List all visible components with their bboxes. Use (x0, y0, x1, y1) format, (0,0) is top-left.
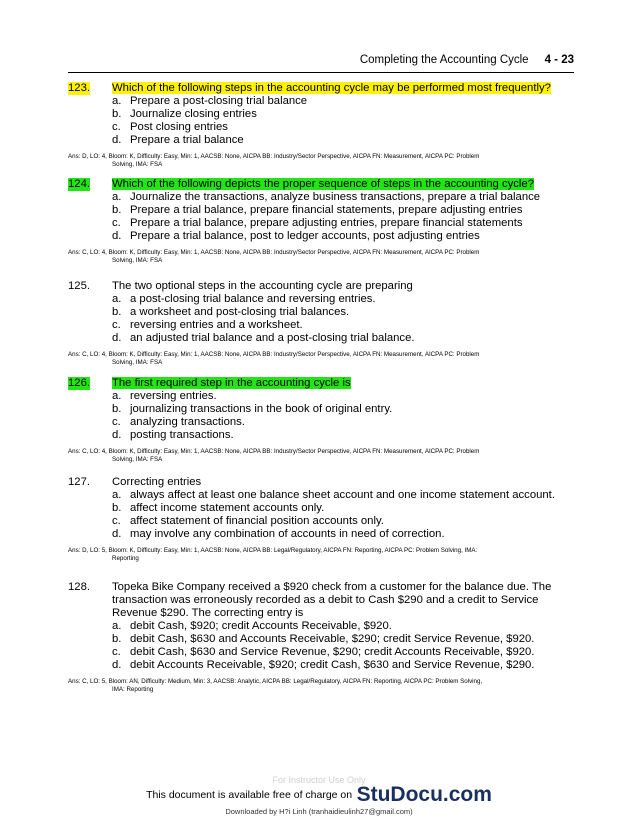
option-b: b. debit Cash, $630 and Accounts Receivable, $290; credit Service Revenue, $920. (112, 633, 535, 645)
question-stem-line: Revenue $290. The correcting entry is (112, 607, 304, 619)
question-number: 127. (68, 476, 90, 488)
option-d: d. debit Accounts Receivable, $920; credit Cash, $630 and Service Revenue, $290. (112, 659, 535, 671)
question-stem-line: Topeka Bike Company received a $920 check from a customer for the balance due. The (112, 581, 552, 593)
chapter-title: Completing the Accounting Cycle (359, 54, 529, 66)
question-stem: Which of the following depicts the proper sequence of steps in the accounting cycle? (112, 178, 535, 190)
question-124 (68, 178, 574, 265)
question-123 (68, 82, 574, 169)
option-a: a. always affect at least one balance sheet account and one income statement account. (112, 489, 555, 501)
answer-metadata: Ans: D, LO: 4, Bloom: K, Difficulty: Easy, Min: 1, AACSB: None, AICPA BB: Industry/Sector Perspective, AICPA FN: Measurement, AICPA PC: Problem Solving, IMA: FSA (68, 153, 480, 168)
studocu-banner[interactable] (0, 783, 638, 807)
question-number: 125. (68, 280, 90, 292)
question-125 (68, 280, 574, 367)
option-b: b. Journalize closing entries (112, 108, 257, 120)
studocu-logo[interactable]: StuDocu.com (356, 783, 492, 806)
question-stem: Which of the following steps in the accounting cycle may be performed most frequently? (112, 82, 551, 94)
answer-metadata: Ans: C, LO: 5, Bloom: AN, Difficulty: Medium, Min: 3, AACSB: Analytic, AICPA BB: Legal/Regulatory, AICPA FN: Reporting, AICPA PC: Problem Solving, IMA: Reporting (68, 678, 483, 693)
download-notice: Downloaded by H?i Linh (tranhaidieulinh27@gmail.com) (225, 807, 413, 816)
question-number: 128. (68, 581, 90, 593)
instructor-use-footer: For Instructor Use Only (272, 775, 366, 785)
question-128 (68, 581, 574, 694)
question-stem: The first required step in the accounting cycle is (112, 377, 351, 389)
option-a: a. a post-closing trial balance and reversing entries. (112, 293, 376, 305)
option-b: b. Prepare a trial balance, prepare financial statements, prepare adjusting entries (112, 204, 523, 216)
option-b: b. affect income statement accounts only. (112, 502, 325, 514)
option-a: a. Prepare a post-closing trial balance (112, 95, 308, 107)
option-b: b. a worksheet and post-closing trial balances. (112, 306, 350, 318)
header-rule (68, 72, 574, 73)
question-stem-line: transaction was erroneously recorded as a debit to Cash $290 and a credit to Service (112, 594, 539, 606)
option-c: c. Post closing entries (112, 121, 228, 133)
option-a: a. Journalize the transactions, analyze business transactions, prepare a trial balance (112, 191, 541, 203)
option-d: d. Prepare a trial balance, post to ledger accounts, post adjusting entries (112, 230, 480, 242)
question-number: 124. (68, 178, 90, 190)
option-b: b. journalizing transactions in the book of original entry. (112, 403, 393, 415)
option-d: d. may involve any combination of accounts in need of correction. (112, 528, 445, 540)
option-c: c. affect statement of financial position accounts only. (112, 515, 384, 527)
question-126 (68, 377, 574, 464)
answer-metadata: Ans: C, LO: 4, Bloom: K, Difficulty: Easy, Min: 1, AACSB: None, AICPA BB: Industry/Sector Perspective, AICPA FN: Measurement, AICPA PC: Problem Solving, IMA: FSA (68, 249, 480, 264)
page-number: 4 - 23 (544, 54, 574, 66)
answer-metadata: Ans: D, LO: 5, Bloom: K, Difficulty: Easy, Min: 1, AACSB: None, AICPA BB: Legal/Regulatory, AICPA FN: Reporting, AICPA PC: Problem Solving, IMA: Reporting (68, 547, 478, 562)
question-127 (68, 476, 574, 563)
question-number: 126. (68, 377, 90, 389)
option-a: a. debit Cash, $920; credit Accounts Receivable, $920. (112, 620, 392, 632)
option-c: c. analyzing transactions. (112, 416, 245, 428)
option-c: c. Prepare a trial balance, prepare adjusting entries, prepare financial statements (112, 217, 523, 229)
option-c: c. reversing entries and a worksheet. (112, 319, 303, 331)
option-d: d. Prepare a trial balance (112, 134, 244, 146)
option-c: c. debit Cash, $630 and Service Revenue, $290; credit Accounts Receivable, $920. (112, 646, 535, 658)
question-stem: The two optional steps in the accounting cycle are preparing (112, 280, 413, 292)
option-d: d. an adjusted trial balance and a post-closing trial balance. (112, 332, 415, 344)
page-header (360, 54, 574, 66)
answer-metadata: Ans: C, LO: 4, Bloom: K, Difficulty: Easy, Min: 1, AACSB: None, AICPA BB: Industry/Sector Perspective, AICPA FN: Measurement, AICPA PC: Problem Solving, IMA: FSA (68, 448, 480, 463)
answer-metadata: Ans: C, LO: 4, Bloom: K, Difficulty: Easy, Min: 1, AACSB: None, AICPA BB: Industry/Sector Perspective, AICPA FN: Measurement, AICPA PC: Problem Solving, IMA: FSA (68, 351, 480, 366)
option-a: a. reversing entries. (112, 390, 217, 402)
question-stem: Correcting entries (112, 476, 202, 488)
banner-text: This document is available free of charge on (146, 789, 353, 801)
option-d: d. posting transactions. (112, 429, 234, 441)
question-number: 123. (68, 82, 90, 94)
